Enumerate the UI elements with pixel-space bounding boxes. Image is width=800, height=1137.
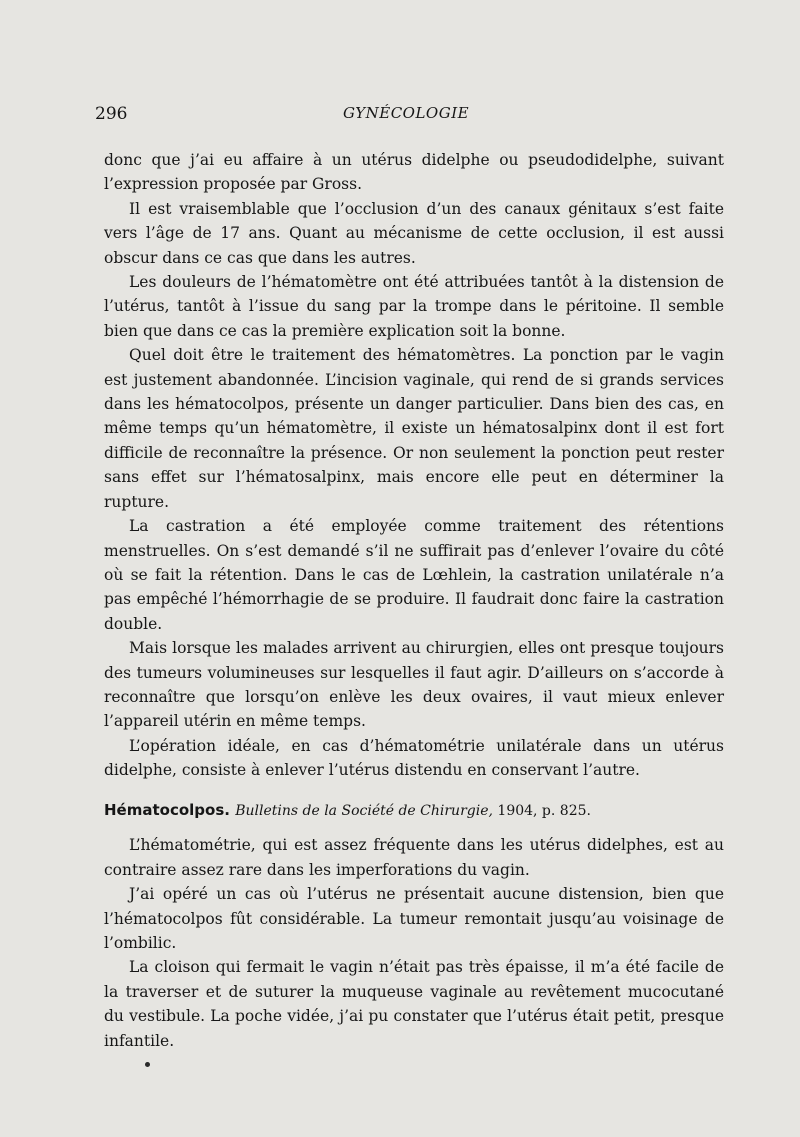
paragraph: Mais lorsque les malades arrivent au chirurgien, elles ont presque toujours des tumeurs volumineuses sur lesquelles il faut agir. D’ailleurs on s’accorde à reconnaître que lorsqu’on enlève les deux ovaires, il vaut mieux enlever l’appareil utérin en même temps. bbox=[104, 639, 724, 731]
ink-dot bbox=[145, 1062, 150, 1067]
paragraph: J’ai opéré un cas où l’utérus ne présentait aucune distension, bien que l’hématocolpos fût considérable. La tumeur remontait jusqu’au voisinage de l’ombilic. bbox=[104, 885, 724, 953]
paragraph: La cloison qui fermait le vagin n’était pas très épaisse, il m’a été facile de la traverser et de suturer la muqueuse vaginale au revêtement mucocutané du vestibule. La poche vidée, j’ai pu constater que l’utérus était petit, presque infantile. bbox=[104, 958, 724, 1050]
hematocolpos-section bbox=[104, 798, 724, 1053]
section-heading-title: Hématocolpos. bbox=[104, 801, 230, 819]
paragraph: Il est vraisemblable que l’occlusion d’un des canaux génitaux s’est faite vers l’âge de 17 ans. Quant au mécanisme de cette occlusion, il est aussi obscur dans ce cas que dans les autres. bbox=[104, 199, 724, 267]
paragraph: L’hématométrie, qui est assez fréquente dans les utérus didelphes, est au contraire assez rare dans les imperforations du vagin. bbox=[104, 836, 724, 879]
body-text bbox=[104, 148, 724, 783]
page-number: 296 bbox=[95, 104, 128, 124]
citation-detail: 1904, p. 825. bbox=[497, 803, 591, 819]
paragraph: donc que j’ai eu affaire à un utérus didelphe ou pseudodidelphe, suivant l’expression proposée par Gross. bbox=[104, 151, 724, 194]
paragraph: Les douleurs de l’hématomètre ont été attribuées tantôt à la distension de l’utérus, tantôt à l’issue du sang par la trompe dans le péritoine. Il semble bien que dans ce cas la première explication soit la bonne. bbox=[104, 273, 724, 340]
paragraph: L’opération idéale, en cas d’hématométrie unilatérale dans un utérus didelphe, consiste à enlever l’utérus distendu en conservant l’autre. bbox=[104, 736, 724, 780]
section-heading bbox=[104, 798, 724, 823]
paragraph: Quel doit être le traitement des hématomètres. La ponction par le vagin est justement abandonnée. L’incision vaginale, qui rend de si grands services dans les hématocolpos, présente un danger particulier. Dans bien des cas, en même temps qu’un hématomètre, il existe un hématosalpinx dont il est fort difficile de reconnaître la présence. Or non seulement la ponction peut rester sans effet sur l’hématosalpinx, mais encore elle peut en déterminer la rupture. bbox=[104, 346, 724, 511]
paragraph: La castration a été employée comme traitement des rétentions menstruelles. On s’est demandé s’il ne suffirait pas d’enlever l’ovaire du côté où se fait la rétention. Dans le cas de Lœhlein, la castration unilatérale n’a pas empêché l’hémorrhagie de se produire. Il faudrait donc faire la castration double. bbox=[104, 517, 724, 633]
citation-source: Bulletins de la Société de Chirurgie, bbox=[235, 803, 493, 819]
running-title: GYNÉCOLOGIE bbox=[343, 104, 470, 122]
section-citation bbox=[235, 803, 591, 819]
running-head bbox=[95, 104, 725, 128]
